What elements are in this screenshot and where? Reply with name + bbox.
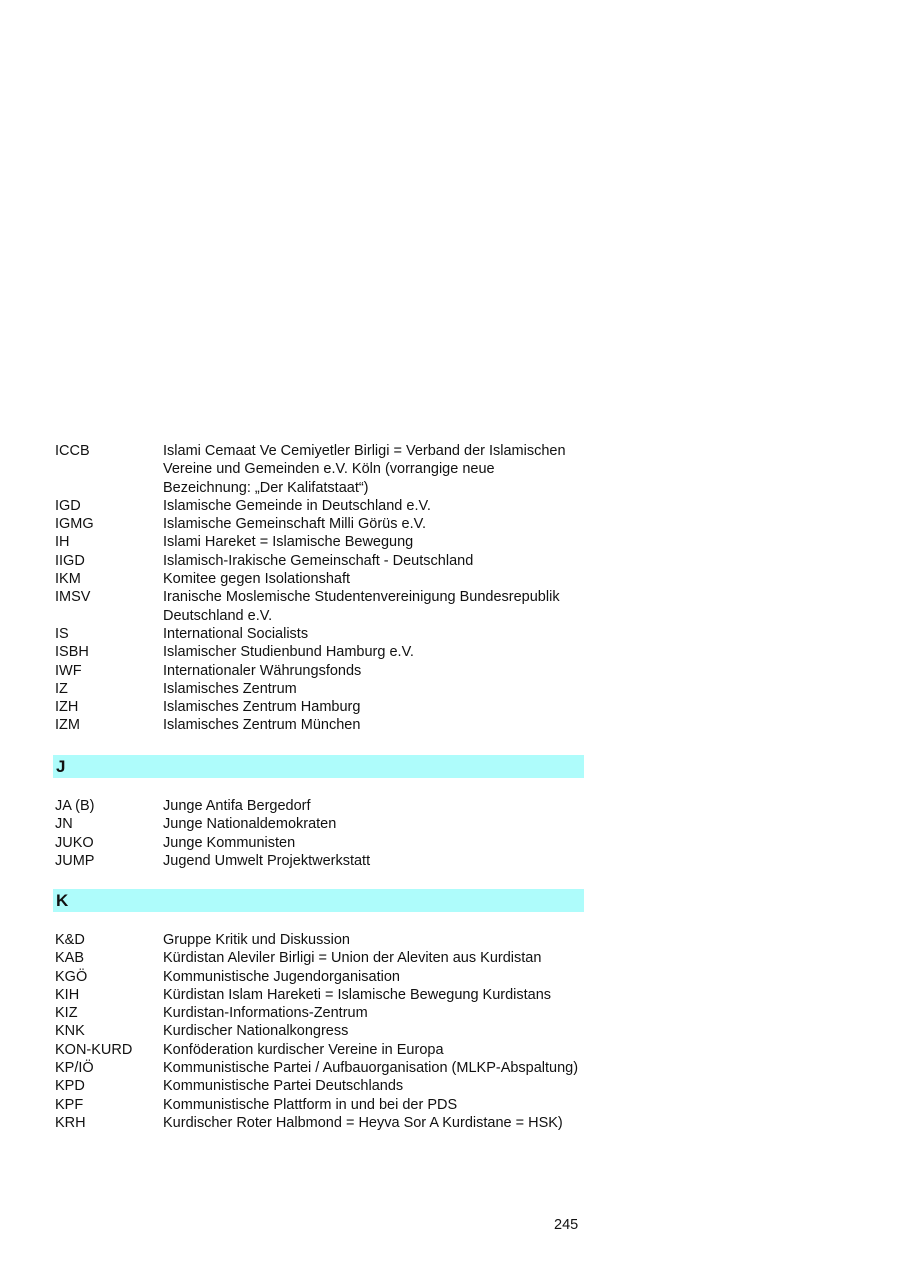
entry-description: Kürdistan Islam Hareketi = Islamische Bewegung Kurdistans (163, 986, 552, 1003)
entry-abbreviation: IWF (55, 662, 82, 679)
entry-abbreviation: IKM (55, 571, 81, 588)
entry-description: Kommunistische Jugendorganisation (163, 968, 400, 985)
entry-abbreviation: ICCB (55, 443, 90, 459)
glossary-entry (55, 797, 585, 815)
glossary-entry (55, 1096, 585, 1114)
glossary-entry (55, 1059, 585, 1077)
entry-abbreviation: KNK (55, 1023, 85, 1040)
entry-abbreviation: K&D (55, 932, 85, 948)
entry-description: Gruppe Kritik und Diskussion (163, 932, 350, 948)
entry-description: Konföderation kurdischer Vereine in Europa (163, 1041, 444, 1058)
entry-description: Junge Kommunisten (163, 834, 296, 851)
entry-description: Junge Nationaldemokraten (163, 816, 337, 833)
glossary-entry (55, 716, 585, 734)
glossary-entry (55, 931, 585, 949)
entry-abbreviation: KGÖ (55, 968, 88, 985)
entry-abbreviation: IIGD (55, 552, 85, 569)
glossary-entry (55, 533, 585, 551)
glossary-entry (55, 625, 585, 643)
entry-abbreviation: IS (55, 625, 69, 642)
entry-description: Kommunistische Plattform in und bei der PDS (163, 1096, 458, 1113)
glossary-entry (55, 643, 585, 661)
entry-description: Kurdischer Nationalkongress (163, 1023, 349, 1040)
glossary-entry (55, 834, 585, 852)
glossary-entry (55, 1004, 585, 1022)
section-j-entries (55, 797, 585, 870)
entry-abbreviation: KIH (55, 986, 80, 1003)
section-k-entries (55, 931, 585, 1132)
entry-description: Komitee gegen Isolationshaft (163, 571, 351, 588)
entry-abbreviation: IGD (55, 497, 81, 514)
entry-abbreviation: KAB (55, 950, 85, 967)
entry-abbreviation: KPD (55, 1078, 85, 1095)
entry-abbreviation: JUMP (55, 852, 95, 869)
section-i-entries (55, 442, 585, 735)
glossary-entry (55, 852, 585, 870)
glossary-entry (55, 662, 585, 680)
entry-description: Kurdistan-Informations-Zentrum (163, 1005, 368, 1022)
glossary-entry (55, 680, 585, 698)
glossary-entry (55, 815, 585, 833)
glossary-entry (55, 1077, 585, 1095)
entry-abbreviation: KIZ (55, 1005, 78, 1022)
page-number: 245 (554, 1217, 579, 1233)
entry-abbreviation: IZ (55, 680, 68, 697)
entry-description: Internationaler Währungsfonds (163, 662, 362, 679)
entry-description: Islamischer Studienbund Hamburg e.V. (163, 644, 414, 661)
entry-description: International Socialists (163, 625, 309, 642)
glossary-entry (55, 968, 585, 986)
entry-abbreviation: KRH (55, 1114, 86, 1131)
entry-abbreviation: IGMG (55, 516, 94, 533)
glossary-entry (55, 515, 585, 533)
entry-description: Islamisch-Irakische Gemeinschaft - Deutschland (163, 552, 474, 569)
glossary-entry (55, 552, 585, 570)
entry-description: Kürdistan Aleviler Birligi = Union der Aleviten aus Kurdistan (163, 950, 542, 967)
entry-abbreviation: JUKO (55, 834, 94, 851)
entry-description: Islamische Gemeinschaft Milli Görüs e.V. (163, 516, 426, 533)
glossary-entry (55, 1041, 585, 1059)
entry-abbreviation: IZM (55, 717, 80, 734)
entry-abbreviation: ISBH (55, 644, 89, 661)
glossary-entry (55, 698, 585, 716)
entry-abbreviation: IZH (55, 699, 79, 716)
entry-description: Islamische Gemeinde in Deutschland e.V. (163, 497, 431, 514)
entry-description: Iranische Moslemische Studentenvereinigung Bundesrepublik Deutschland e.V. (163, 589, 560, 624)
glossary-entry (55, 588, 585, 625)
entry-abbreviation: IH (55, 534, 70, 551)
entry-abbreviation: KP/IÖ (55, 1060, 94, 1077)
entry-description: Islamisches Zentrum München (163, 717, 361, 734)
entry-abbreviation: KON-KURD (55, 1041, 133, 1058)
glossary-entry (55, 1022, 585, 1040)
entry-abbreviation: KPF (55, 1096, 84, 1113)
entry-abbreviation: IMSV (55, 589, 91, 606)
entry-description: Islamisches Zentrum (163, 680, 297, 697)
entry-description: Kommunistische Partei Deutschlands (163, 1078, 404, 1095)
section-header-k: K (53, 889, 584, 912)
entry-abbreviation: JA (B) (55, 798, 95, 814)
entry-description: Junge Antifa Bergedorf (163, 798, 311, 814)
entry-description: Jugend Umwelt Projektwerkstatt (163, 852, 371, 869)
entry-description: Kurdischer Roter Halbmond = Heyva Sor A Kurdistane = HSK) (163, 1114, 563, 1131)
glossary-entry (55, 1114, 585, 1132)
glossary-entry (55, 442, 585, 497)
entry-description: Islamisches Zentrum Hamburg (163, 699, 361, 716)
entry-description: Kommunistische Partei / Aufbauorganisation (MLKP-Abspaltung) (163, 1060, 579, 1077)
entry-description: Islami Hareket = Islamische Bewegung (163, 534, 414, 551)
glossary-entry (55, 570, 585, 588)
glossary-entry (55, 986, 585, 1004)
entry-description: Islami Cemaat Ve Cemiyetler Birligi = Verband der Islamischen Vereine und Gemeinden e.V. Köln (vorrangige neue Bezeichnung: „Der Kalifatstaat“) (163, 443, 566, 496)
section-header-j: J (53, 755, 584, 778)
glossary-entry (55, 497, 585, 515)
entry-abbreviation: JN (55, 816, 73, 833)
glossary-entry (55, 949, 585, 967)
